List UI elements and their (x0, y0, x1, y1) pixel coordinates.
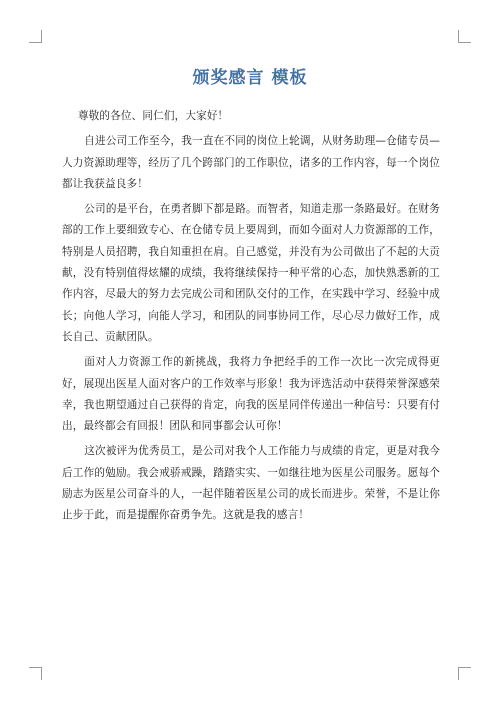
corner-mark-top-left (29, 30, 42, 43)
corner-mark-bottom-left (29, 667, 42, 680)
document-body (62, 106, 440, 527)
body-paragraph: 这次被评为优秀员工，是公司对我个人工作能力与成绩的肯定，更是对我今后工作的勉励。我会戒骄戒躁，踏踏实实、一如继往地为医星公司服务。愿每个励志为医星公司奋斗的人，一起伴随着医星公司的成长而进步。荣誉，不是让你止步于此，而是提醒你奋勇争先。这就是我的感言！ (62, 445, 440, 522)
corner-mark-top-right (458, 30, 471, 43)
body-paragraph: 自进公司工作至今，我一直在不同的岗位上轮调，从财务助理—仓储专员—人力资源助理等，经历了几个跨部门的工作职位，诸多的工作内容，每一个岗位都让我获益良多！ (62, 135, 440, 190)
body-paragraph: 公司的是平台，在勇者脚下都是路。而智者，知道走那一条路最好。在财务部的工作上要细致专心、在仓储专员上要周到，而如今面对人力资源部的工作，特别是人员招聘，我自知重担在肩。自己感觉，并没有为公司做出了不起的大贡献，没有特别值得炫耀的成绩，我将继续保持一种平常的心态，加快熟悉新的工作内容，尽最大的努力去完成公司和团队交付的工作，在实践中学习、经验中成长；向他人学习，向能人学习，和团队的同事协同工作，尽心尽力做好工作，成长自己、贡献团队。 (62, 203, 440, 343)
corner-mark-bottom-right (458, 667, 471, 680)
document-title: 颁奖感言 模板 (192, 68, 308, 88)
body-paragraph: 面对人力资源工作的新挑战，我将力争把经手的工作一次比一次完成得更好，展现出医星人面对客户的工作效率与形象！我为评选活动中获得荣誉深感荣幸，我也期望通过自己获得的肯定，向我的医星同伴传递出一种信号：只要有付出，最终都会有回报！团队和同事都会认可你！ (62, 356, 440, 433)
greeting-paragraph: 尊敬的各位、同仁们，大家好！ (77, 110, 229, 122)
